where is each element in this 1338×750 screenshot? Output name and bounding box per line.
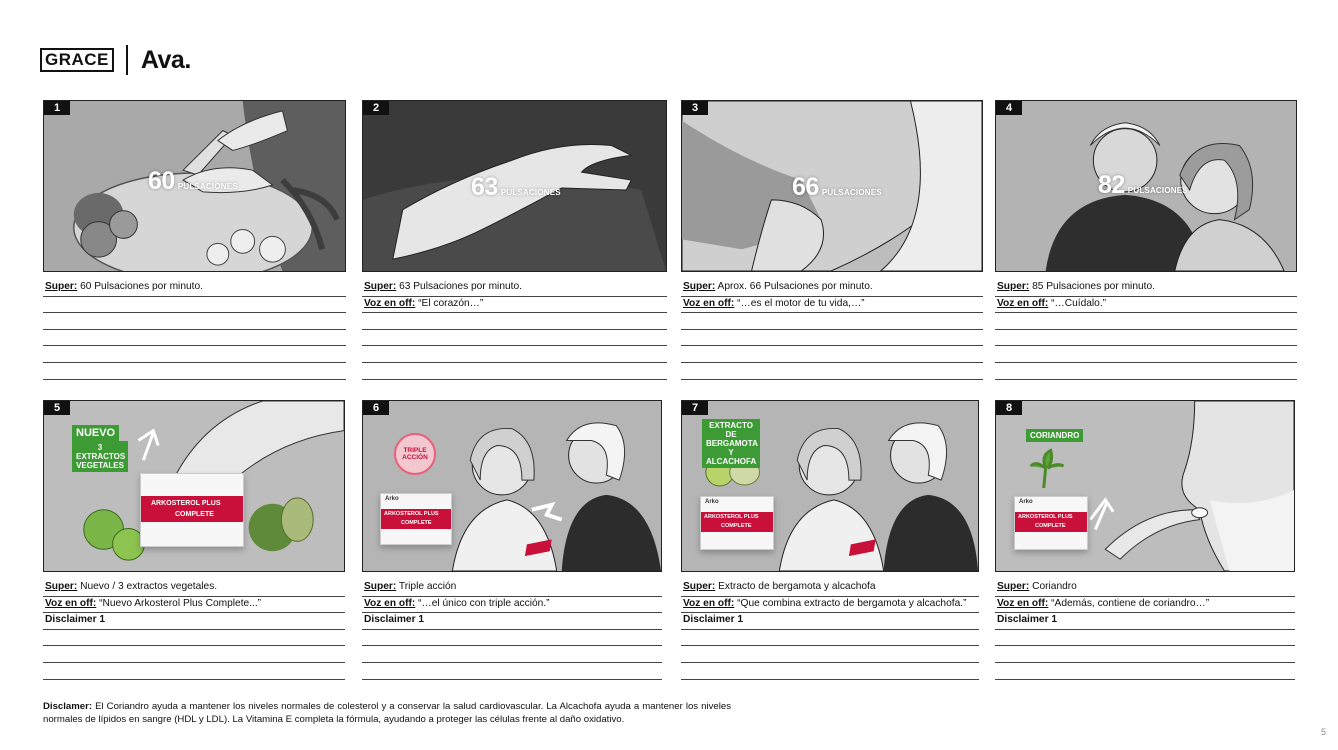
note-line	[362, 646, 662, 663]
panel-4-frame	[995, 100, 1297, 272]
panel-number: 8	[996, 401, 1022, 415]
new-badge	[72, 425, 119, 441]
storyboard-panel-6	[362, 400, 662, 680]
panel-number: 1	[44, 101, 70, 115]
panel-number: 2	[363, 101, 389, 115]
note-text: “Además, contiene de coriandro…”	[1048, 597, 1210, 609]
page-number: 5	[1320, 727, 1326, 737]
note-line	[43, 663, 345, 680]
note-line	[43, 646, 345, 663]
note-line	[681, 297, 983, 314]
note-line	[43, 630, 345, 647]
note-line	[681, 597, 979, 614]
product-box	[380, 493, 452, 545]
note-label: Voz en off:	[683, 297, 735, 309]
product-brand: ARKOSTEROL PLUS	[1018, 514, 1073, 520]
note-line	[995, 630, 1295, 647]
disclaimer-text	[43, 701, 731, 726]
note-line	[43, 363, 346, 380]
note-text: Triple acción	[396, 581, 457, 592]
note-label: Voz en off:	[997, 597, 1049, 609]
pulse-label: PULSACIONES	[177, 182, 238, 191]
product-maker: Arko	[1019, 499, 1033, 505]
panel-notes	[995, 580, 1295, 680]
note-text: “Nuevo Arkosterol Plus Complete...”	[96, 597, 262, 609]
note-line	[43, 297, 346, 314]
product-brand: ARKOSTEROL PLUS	[151, 500, 221, 507]
note-label: Super:	[364, 281, 397, 292]
note-text: “…el único con triple acción.”	[415, 597, 550, 609]
product-variant: COMPLETE	[721, 523, 752, 529]
panel-3-frame	[681, 100, 983, 272]
note-line	[681, 363, 983, 380]
note-line	[362, 280, 667, 297]
note-text: “…Cuídalo.”	[1048, 297, 1107, 309]
panel-5-frame	[43, 400, 345, 572]
coriander-badge-text: CORIANDRO	[1030, 431, 1080, 440]
storyboard-panel-5	[43, 400, 345, 680]
disclaimer-body: El Coriandro ayuda a mantener los niveles normales de colesterol y a conservar la salud cardiovascular. La Alcachofa ayuda a mantener los niveles normales de lípidos en sangre (HDL y LDL). La Vitamina E completa la fórmula, ayudando a proteger las células frente al daño oxidativo.	[43, 701, 731, 725]
storyboard-panel-4	[995, 100, 1297, 380]
panel-1-frame	[43, 100, 346, 272]
pulse-label: PULSACIONES	[1127, 186, 1188, 195]
note-line	[681, 630, 979, 647]
note-line	[681, 330, 983, 347]
note-line	[362, 597, 662, 614]
panel-notes	[362, 280, 667, 380]
note-line	[995, 297, 1297, 314]
panel-6-frame	[362, 400, 662, 572]
note-label: Super:	[683, 281, 716, 292]
note-label: Super:	[997, 581, 1030, 592]
note-label: Voz en off:	[45, 597, 97, 609]
note-line	[362, 313, 667, 330]
product-box	[700, 496, 774, 550]
pulse-counter	[148, 167, 238, 196]
note-line	[43, 597, 345, 614]
note-label: Super:	[364, 581, 397, 592]
note-text: 63 Pulsaciones por minuto.	[396, 281, 522, 292]
note-line	[681, 346, 983, 363]
disclaimer-label: Disclamer:	[43, 701, 93, 712]
panel-notes	[681, 580, 979, 680]
pulse-number: 60	[148, 167, 175, 195]
product-maker: Arko	[705, 499, 719, 505]
note-line	[362, 630, 662, 647]
panel-7-frame	[681, 400, 979, 572]
note-text: Extracto de bergamota y alcachofa	[715, 581, 876, 592]
storyboard-panel-7	[681, 400, 979, 680]
note-line	[681, 280, 983, 297]
bergamot-badge-text: EXTRACTO DE BERGAMOTA Y ALCACHOFA	[706, 421, 758, 466]
panel-notes	[681, 280, 983, 380]
triple-action-text: TRIPLE ACCIÓN	[402, 447, 428, 461]
panel-number: 4	[996, 101, 1022, 115]
note-line	[362, 613, 662, 630]
note-line	[995, 280, 1297, 297]
note-label: Voz en off:	[683, 597, 735, 609]
panel-notes	[43, 580, 345, 680]
pulse-counter	[471, 173, 561, 202]
note-label: Disclaimer 1	[997, 614, 1058, 626]
note-label: Super:	[45, 581, 78, 592]
pulse-label: PULSACIONES	[821, 188, 882, 197]
panel-8-frame	[995, 400, 1295, 572]
product-maker: Arko	[385, 496, 399, 502]
product-brand: ARKOSTEROL PLUS	[384, 511, 439, 517]
note-label: Disclaimer 1	[364, 614, 425, 626]
bergamot-badge	[702, 419, 760, 468]
note-label: Voz en off:	[364, 597, 416, 609]
note-label: Super:	[997, 281, 1030, 292]
note-line	[995, 580, 1295, 597]
new-badge-title: NUEVO	[76, 427, 116, 439]
note-line	[43, 330, 346, 347]
note-line	[681, 646, 979, 663]
note-text: Aprox. 66 Pulsaciones por minuto.	[715, 281, 873, 292]
panel-number: 6	[363, 401, 389, 415]
note-line	[43, 313, 346, 330]
product-variant: COMPLETE	[401, 520, 432, 526]
panel-6-illustration	[363, 401, 661, 571]
pulse-number: 66	[792, 173, 819, 201]
note-text: “Que combina extracto de bergamota y alcachofa.”	[734, 597, 967, 609]
grace-logo: GRACE	[40, 48, 114, 72]
product-brand: ARKOSTEROL PLUS	[704, 514, 759, 520]
panel-number: 7	[682, 401, 708, 415]
storyboard-panel-8	[995, 400, 1295, 680]
product-box	[1014, 496, 1088, 550]
note-line	[362, 663, 662, 680]
note-line	[362, 580, 662, 597]
note-line	[995, 613, 1295, 630]
note-line	[995, 363, 1297, 380]
note-line	[995, 313, 1297, 330]
storyboard-panel-3	[681, 100, 983, 380]
note-line	[362, 346, 667, 363]
ava-logo: Ava.	[140, 45, 191, 74]
product-variant: COMPLETE	[1035, 523, 1066, 529]
note-text: 60 Pulsaciones por minuto.	[77, 281, 203, 292]
note-text: 85 Pulsaciones por minuto.	[1029, 281, 1155, 292]
note-label: Super:	[683, 581, 716, 592]
note-text: “…es el motor de tu vida,…”	[734, 297, 865, 309]
note-text: “El corazón…”	[415, 297, 484, 309]
product-variant: COMPLETE	[175, 511, 214, 518]
note-label: Voz en off:	[364, 297, 416, 309]
pulse-label: PULSACIONES	[500, 188, 561, 197]
note-label: Disclaimer 1	[683, 614, 744, 626]
note-line	[362, 363, 667, 380]
note-line	[681, 580, 979, 597]
note-line	[43, 613, 345, 630]
note-line	[362, 330, 667, 347]
note-line	[995, 346, 1297, 363]
note-line	[43, 280, 346, 297]
panel-notes	[362, 580, 662, 680]
note-line	[362, 297, 667, 314]
extracts-badge-text: 3 EXTRACTOS VEGETALES	[76, 443, 126, 470]
panel-notes	[43, 280, 346, 380]
note-line	[995, 663, 1295, 680]
note-line	[995, 330, 1297, 347]
note-line	[681, 663, 979, 680]
panel-notes	[995, 280, 1297, 380]
note-label: Super:	[45, 281, 78, 292]
note-text: Nuevo / 3 extractos vegetales.	[77, 581, 218, 592]
pulse-counter	[792, 173, 882, 202]
pulse-counter	[1098, 171, 1188, 200]
note-label: Disclaimer 1	[45, 614, 106, 626]
note-line	[995, 646, 1295, 663]
pulse-number: 63	[471, 173, 498, 201]
header-logos	[40, 44, 191, 76]
note-line	[43, 346, 346, 363]
note-line	[43, 580, 345, 597]
note-text: Coriandro	[1029, 581, 1077, 592]
note-label: Voz en off:	[997, 297, 1049, 309]
storyboard-panel-1	[43, 100, 346, 380]
note-line	[995, 597, 1295, 614]
panel-number: 3	[682, 101, 708, 115]
pulse-number: 82	[1098, 171, 1125, 199]
triple-action-badge	[394, 433, 436, 475]
panel-number: 5	[44, 401, 70, 415]
note-line	[681, 313, 983, 330]
note-line	[681, 613, 979, 630]
coriander-badge	[1026, 429, 1083, 442]
logo-divider	[126, 45, 128, 75]
panel-2-frame	[362, 100, 667, 272]
storyboard-panel-2	[362, 100, 667, 380]
product-box	[140, 473, 244, 547]
extracts-badge	[72, 441, 128, 472]
